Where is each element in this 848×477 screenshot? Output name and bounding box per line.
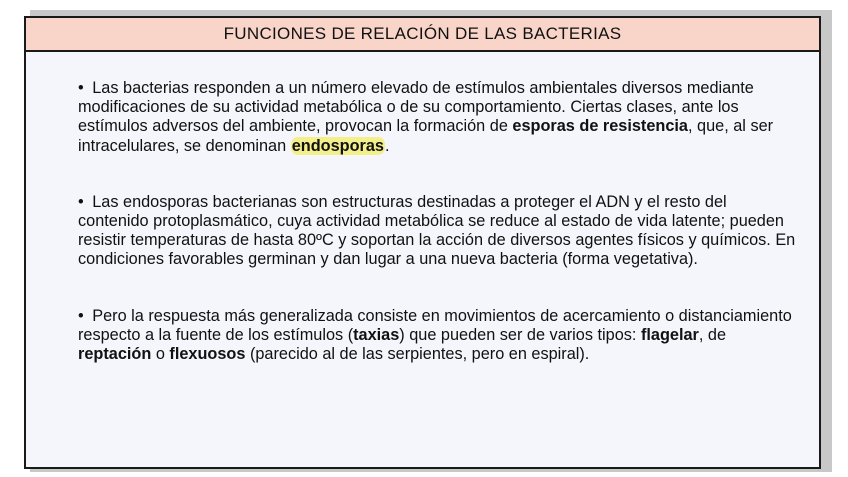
bullet-icon: • bbox=[78, 79, 84, 97]
paragraph-stimuli bbox=[78, 79, 798, 156]
panel-body bbox=[26, 79, 798, 364]
text-segment: . bbox=[384, 136, 390, 155]
text-segment: Las bacterias responden a un número elevado de estímulos ambientales diversos mediante modificaciones de su actividad metabólica o de su comportamiento. Ciertas clases, ante los estímulos adversos del ambiente, provocan la formación de bbox=[78, 79, 754, 136]
text-segment: ) que pueden ser de varios tipos: bbox=[399, 325, 641, 344]
text-segment: o bbox=[151, 345, 170, 364]
term-flagelar: flagelar bbox=[640, 325, 699, 344]
term-endosporas-highlighted: endosporas bbox=[291, 136, 384, 155]
term-flexuosos: flexuosos bbox=[169, 345, 246, 364]
term-taxias: taxias bbox=[353, 325, 400, 344]
bullet-icon: • bbox=[78, 192, 84, 211]
text-segment: Pero la respuesta más generalizada consiste en movimientos de acercamiento o distanciamiento respecto a la fuente de los estímulos ( bbox=[78, 306, 792, 344]
text-segment: Las endosporas bacterianas son estructuras destinadas a proteger el ADN y el resto del contenido protoplasmático, cuya actividad metabólica se reduce al estado de vida latente; pueden resistir temperaturas de hasta 80ºC y soportan la acción de diversos agentes físicos y químicos. En condiciones favorables germinan y dan lugar a una nueva bacteria (forma vegetativa). bbox=[78, 192, 796, 269]
panel-title: FUNCIONES DE RELACIÓN DE LAS BACTERIAS bbox=[26, 18, 819, 52]
term-reptacion: reptación bbox=[78, 345, 152, 364]
paragraph-taxias bbox=[78, 307, 798, 365]
paragraph-endospores bbox=[78, 193, 798, 270]
text-segment: (parecido al de las serpientes, pero en espiral). bbox=[245, 345, 590, 364]
text-segment: , de bbox=[698, 325, 727, 344]
bullet-icon: • bbox=[78, 306, 84, 325]
text-segment: , que, al ser intracelulares, se denominan bbox=[78, 117, 774, 155]
term-esporas-de-resistencia: esporas de resistencia bbox=[512, 117, 688, 136]
content-panel bbox=[24, 16, 821, 469]
